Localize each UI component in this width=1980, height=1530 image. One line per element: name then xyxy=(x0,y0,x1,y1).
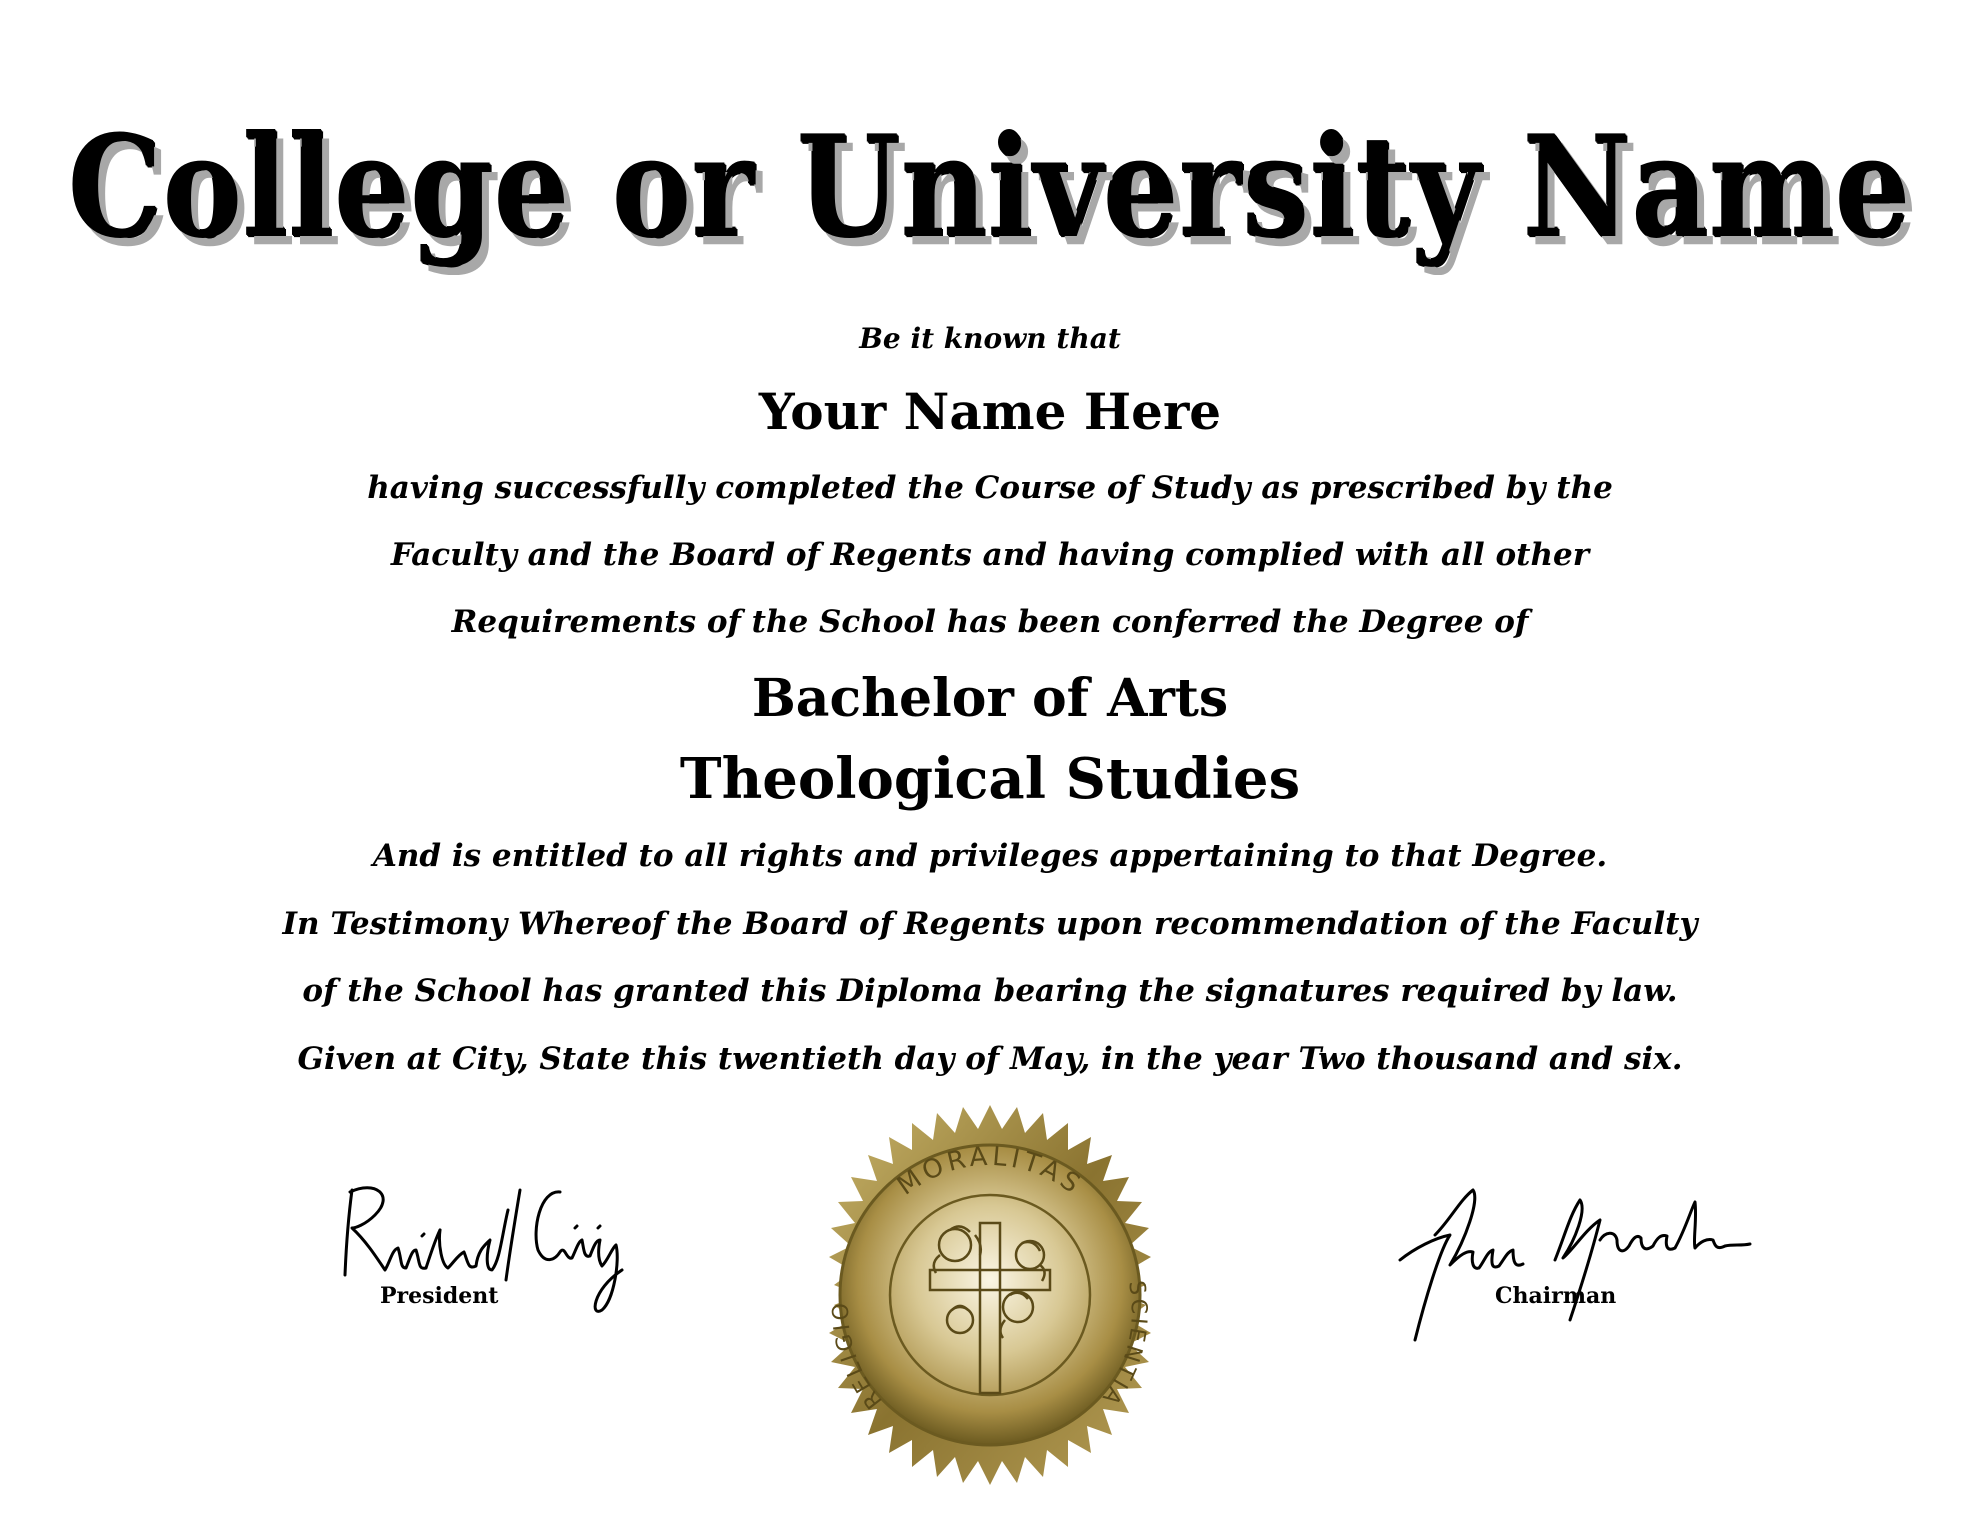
closing-line-3: of the School has granted this Diploma bearing the signatures required by law. xyxy=(302,973,1678,1009)
closing-line-1: And is entitled to all rights and privileges appertaining to that Degree. xyxy=(372,838,1608,874)
body-line-3: Requirements of the School has been conferred the Degree of xyxy=(451,604,1529,640)
institution-title: College or University Name xyxy=(68,105,1912,270)
degree-field: Theological Studies xyxy=(679,746,1301,812)
chairman-signature xyxy=(1395,1180,1755,1350)
body-line-2: Faculty and the Board of Regents and having complied with all other xyxy=(390,537,1590,573)
president-label: President xyxy=(380,1283,499,1309)
chairman-label: Chairman xyxy=(1495,1283,1617,1309)
seal-top-text: MORALITAS xyxy=(891,1141,1089,1202)
closing-line-2: In Testimony Whereof the Board of Regents upon recommendation of the Faculty xyxy=(282,906,1698,942)
seal-left-text: RELIGIO xyxy=(828,1300,888,1414)
seal-right-text: SCIENTIA xyxy=(1095,1279,1151,1412)
intro-text: Be it known that xyxy=(859,322,1121,355)
degree-title: Bachelor of Arts xyxy=(751,668,1229,729)
gold-seal xyxy=(790,1095,1190,1495)
recipient-name: Your Name Here xyxy=(758,382,1222,441)
closing-line-4: Given at City, State this twentieth day of May, in the year Two thousand and six. xyxy=(297,1041,1683,1077)
body-line-1: having successfully completed the Course of Study as prescribed by the xyxy=(367,470,1613,506)
